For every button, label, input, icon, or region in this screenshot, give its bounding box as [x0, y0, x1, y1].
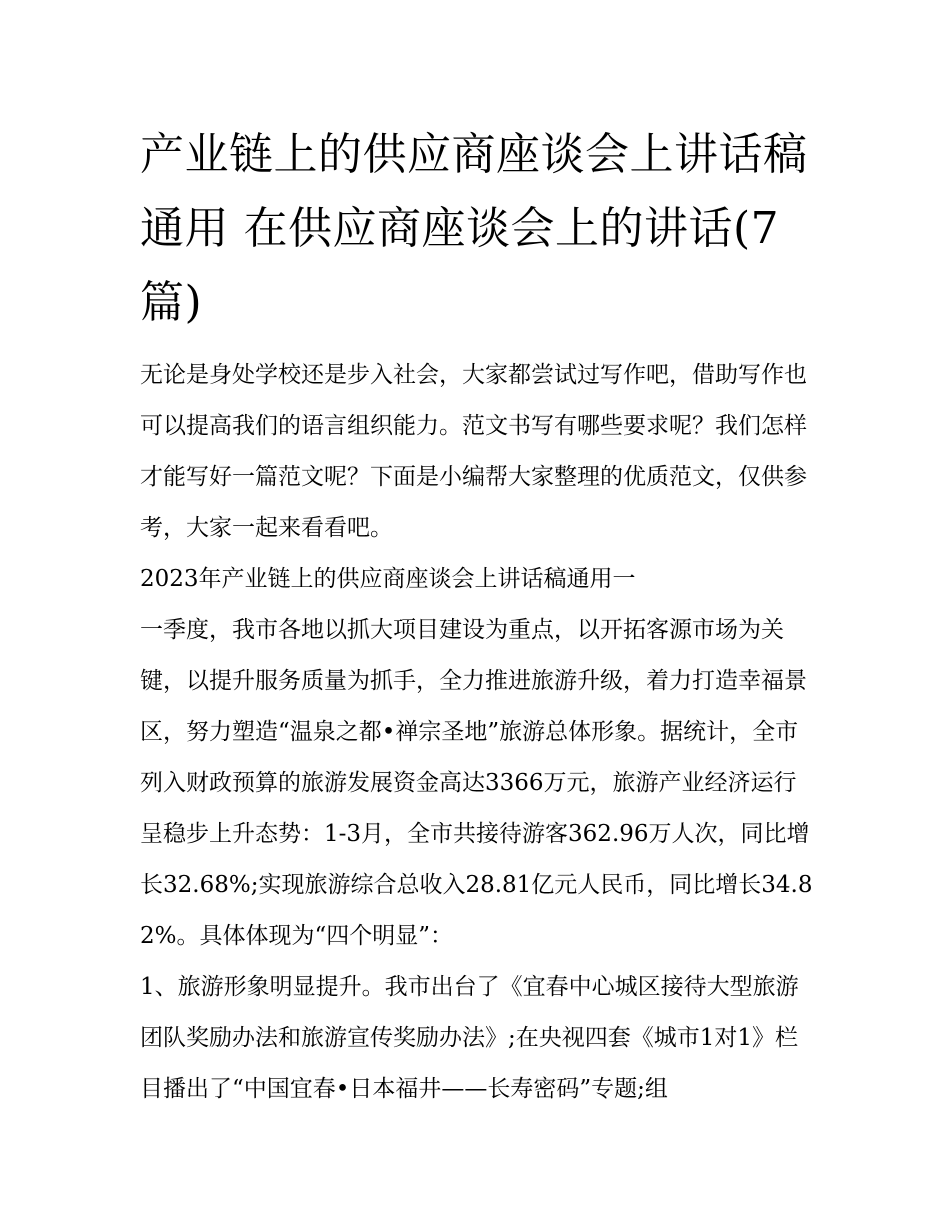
- document-body: [140, 350, 816, 1115]
- body-paragraph-1: 一季度，我市各地以抓大项目建设为重点，以开拓客源市场为关键，以提升服务质量为抓手，全力推进旅游升级，着力打造幸福景区，努力塑造“温泉之都•禅宗圣地”旅游总体形象。据统计，全市列入财政预算的旅游发展资金高达3366万元，旅游产业经济运行呈稳步上升态势：1-3月，全市共接待游客362.96万人次，同比增长32.68%;实现旅游综合总收入28.81亿元人民币，同比增长34.82%。具体体现为“四个明显”：: [140, 617, 813, 949]
- document-title: 产业链上的供应商座谈会上讲话稿通用 在供应商座谈会上的讲话(7篇): [140, 129, 808, 328]
- section-heading: 2023年产业链上的供应商座谈会上讲话稿通用一: [140, 566, 636, 592]
- body-paragraph-2: 1、旅游形象明显提升。我市出台了《宜春中心城区接待大型旅游团队奖励办法和旅游宣传奖励办法》;在央视四套《城市1对1》栏目播出了“中国宜春•日本福井——长寿密码”专题;组: [140, 974, 799, 1102]
- intro-paragraph: 无论是身处学校还是步入社会，大家都尝试过写作吧，借助写作也可以提高我们的语言组织能力。范文书写有哪些要求呢？我们怎样才能写好一篇范文呢？下面是小编帮大家整理的优质范文，仅供参考，大家一起来看看吧。: [140, 362, 807, 541]
- document-content: [140, 118, 816, 1115]
